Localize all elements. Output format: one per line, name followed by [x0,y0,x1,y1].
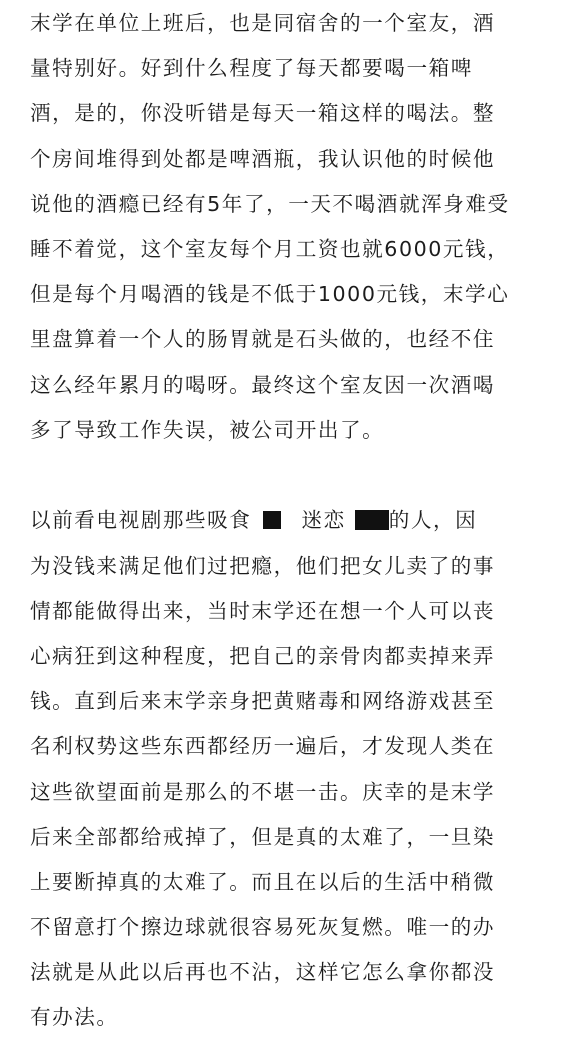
text-line: 情都能做得出来，当时末学还在想一个人可以丧 [30,598,496,623]
text-line: 有办法。 [30,1005,119,1030]
text-line-with-redactions [30,498,552,543]
text-line: 法就是从此以后再也不沾，这样它怎么拿你都没 [30,960,496,985]
text-line: 后来全部都给戒掉了，但是真的太难了，一旦染 [30,824,496,849]
text-line: 不留意打个擦边球就很容易死灰复燃。唯一的办 [30,915,496,940]
text-line: 为没钱来满足他们过把瘾，他们把女儿卖了的事 [30,553,496,578]
text-line: 睡不着觉，这个室友每个月工资也就6000元钱， [30,236,510,261]
text-line: 上要断掉真的太难了。而且在以后的生活中稍微 [30,869,496,894]
article-body [30,0,552,1041]
text-line: 个房间堆得到处都是啤酒瓶，我认识他的时候他 [30,146,496,171]
paragraph-roommate-drinking [30,0,552,453]
text-line: 末学在单位上班后，也是同宿舍的一个室友，酒 [30,11,496,35]
text-line: 多了导致工作失误，被公司开出了。 [30,417,385,442]
text-line: 这些欲望面前是那么的不堪一击。庆幸的是末学 [30,779,496,804]
text-line: 钱。直到后来末学亲身把黄赌毒和网络游戏甚至 [30,689,496,714]
text-line: 名利权势这些东西都经历一遍后，才发现人类在 [30,734,496,759]
text-segment: 的人，因 [388,508,478,533]
text-segment: 以前看电视剧那些吸食 [30,508,252,533]
text-line: 量特别好。好到什么程度了每天都要喝一箱啤 [30,56,473,81]
text-line: 心病狂到这种程度，把自己的亲骨肉都卖掉来弄 [30,643,496,668]
text-line: 里盘算着一个人的肠胃就是石头做的，也经不住 [30,327,496,352]
text-line: 这么经年累月的喝呀。最终这个室友因一次酒喝 [30,372,496,397]
text-line: 说他的酒瘾已经有5年了，一天不喝酒就浑身难受 [30,191,510,216]
text-line: 酒，是的，你没听错是每天一箱这样的喝法。整 [30,101,496,126]
text-segment: 迷恋 [301,508,346,533]
redaction-block [263,511,281,529]
redaction-block [355,510,389,530]
text-line: 但是每个月喝酒的钱是不低于1000元钱，末学心 [30,282,510,307]
paragraph-addiction-reflection [30,498,552,1040]
